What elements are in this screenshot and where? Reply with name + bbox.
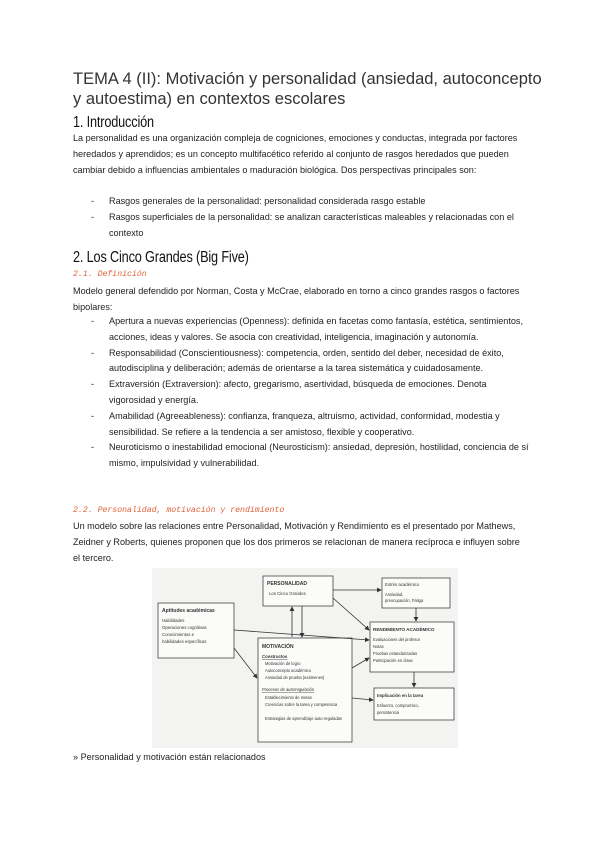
subsection-2-2-paragraph: Un modelo sobre las relaciones entre Personalidad, Motivación y Rendimiento es el presentado por Mathews, Zeidner y Roberts, quienes proponen que los dos primeros se relacionan de manera recíproca e influyen sobre el tercero. — [73, 521, 520, 563]
bullet-item: - Apertura a nuevas experiencias (Openness): definida en facetas como fantasía, estética, sentimientos, acciones, ideas y valores. Se asocia con creatividad, inteligencia, imaginación y autonomía. — [91, 314, 529, 346]
rendimiento-item: Evaluaciones del profesor — [373, 637, 421, 642]
section-1-heading: 1. Introducción — [73, 114, 154, 131]
bullet-item: - Amabilidad (Agreeableness): confianza, franqueza, altruismo, actividad, conformidad, modestia y sensibilidad. Se refiere a la tendencia a ser amistoso, flexible y cooperativo. — [91, 409, 529, 441]
motivacion-item: Ansiedad de prueba (exámenes) — [265, 675, 325, 680]
rendimiento-box — [370, 622, 454, 672]
implicacion-item: persistencia — [377, 710, 399, 715]
rendimiento-title: RENDIMIENTO ACADÉMICO — [373, 627, 435, 632]
section-1-bullets — [91, 194, 529, 241]
rendimiento-item: Notas — [373, 644, 384, 649]
personalidad-box — [263, 576, 333, 606]
implicacion-box — [374, 688, 454, 720]
personalidad-title: PERSONALIDAD — [267, 581, 308, 587]
motivacion-group-title: Procesos de autorregulación — [262, 687, 315, 692]
implicacion-item: Esfuerzo, compromiso, — [377, 703, 419, 708]
bullet-item: - Responsabilidad (Conscientiousness): competencia, orden, sentido del deber, necesidad de éxito, autodisciplina y deliberación; además de orientarse a la tarea sistemática y cuidadosamente. — [91, 346, 529, 378]
motivacion-box — [258, 638, 352, 742]
figure-caption: » Personalidad y motivación están relacionados — [73, 752, 266, 762]
subsection-2-1-paragraph: Modelo general defendido por Norman, Costa y McCrae, elaborado en torno a cinco grandes rasgos o factores bipolares: — [73, 286, 520, 312]
document-title: TEMA 4 (II): Motivación y personalidad (ansiedad, autoconcepto y autoestima) en contextos escolares — [73, 70, 542, 108]
subsection-2-2-heading: 2.2. Personalidad, motivación y rendimiento — [73, 506, 285, 515]
personalidad-item: Los Cinco Grandes — [269, 591, 306, 596]
motivacion-item: Autoconcepto académico — [265, 668, 311, 673]
motivacion-group-title: Constructos — [262, 654, 288, 659]
aptitudes-item: Conocimientos e — [162, 632, 195, 637]
motivacion-item: Motivación de logro — [265, 661, 301, 666]
rendimiento-item: Pruebas estandarizadas — [373, 651, 418, 656]
estres-box — [382, 578, 450, 608]
bullet-item: - Neuroticismo o inestabilidad emocional (Neurosticism): ansiedad, depresión, hostilidad, conciencia de sí mismo, impulsividad y vulnerabilidad. — [91, 440, 529, 472]
aptitudes-item: Habilidades — [162, 618, 185, 623]
motivacion-item: Estrategias de aprendizaje auto-reguladas — [265, 716, 342, 721]
rendimiento-item: Participación en clase — [373, 658, 413, 663]
motivacion-item: Creencias sobre la tarea y competencia — [265, 702, 338, 707]
section-1-paragraph: La personalidad es una organización compleja de cogniciones, emociones y conductas, integrada por factores heredados y aprendidos; es un concepto multifacético referido al conjunto de rasgos heredados que pueden cambiar debido a influencias ambientales o maduración biológica. Dos perspectivas principales son: — [73, 133, 518, 175]
aptitudes-title: Aptitudes académicas — [162, 608, 215, 614]
motivacion-item: Establecimiento de metas — [265, 695, 312, 700]
aptitudes-item: habilidades específicas — [162, 639, 207, 644]
bullet-item: - Rasgos generales de la personalidad: personalidad considerada rasgo estable — [91, 194, 529, 210]
bullet-item: - Rasgos superficiales de la personalidad: se analizan características maleables y relacionadas con el contexto — [91, 210, 529, 242]
model-diagram — [152, 568, 458, 748]
motivacion-title: MOTIVACIÓN — [262, 644, 294, 650]
aptitudes-item: Operaciones cognitivas — [162, 625, 207, 630]
big-five-bullets — [91, 314, 529, 472]
estres-item: Ansiedad, — [385, 592, 404, 597]
estres-item: preocupación, Fatiga — [385, 598, 424, 603]
section-2-heading: 2. Los Cinco Grandes (Big Five) — [73, 249, 249, 266]
implicacion-title: Implicación en la tarea — [377, 693, 424, 698]
bullet-item: - Extraversión (Extraversion): afecto, gregarismo, asertividad, búsqueda de emociones. Denota vigorosidad y energía. — [91, 377, 529, 409]
aptitudes-box — [158, 603, 234, 658]
estres-title: Estrés académico — [385, 582, 420, 587]
subsection-2-1-heading: 2.1. Definición — [73, 270, 147, 279]
